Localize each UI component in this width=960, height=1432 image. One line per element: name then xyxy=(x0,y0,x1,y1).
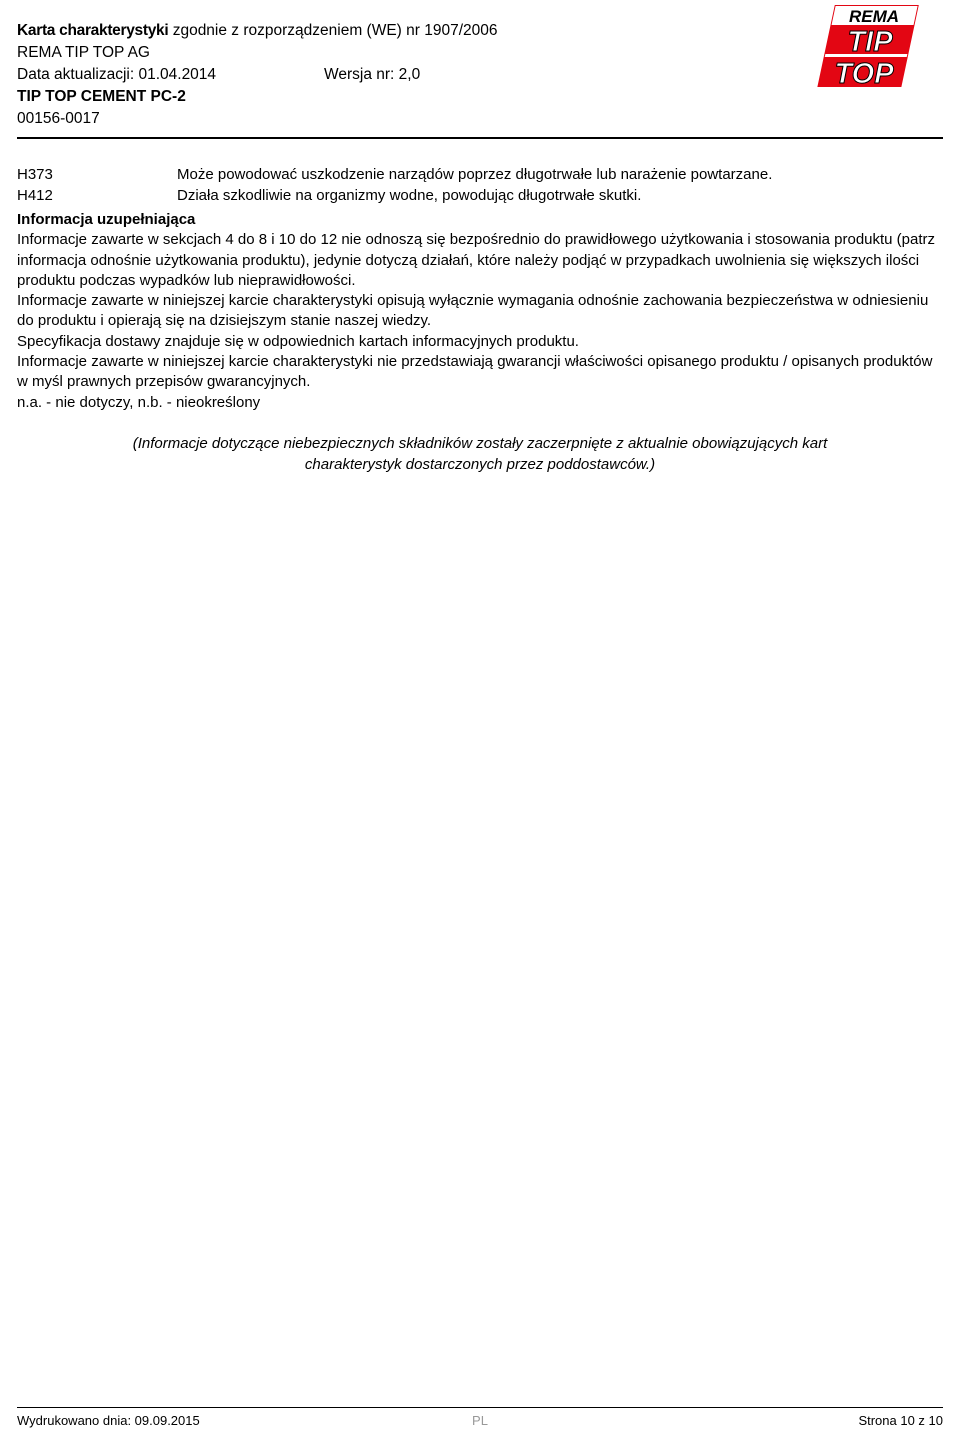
language-code: PL xyxy=(472,1413,488,1428)
section-paragraph: Informacje zawarte w niniejszej karcie charakterystyki opisują wyłącznie wymagania odnośnie zachowania bezpieczeństwa w odniesieniu do produktu i opierają się na dzisiejszym stanie naszej wiedzy. xyxy=(17,292,929,330)
hazard-statements xyxy=(17,164,937,206)
hazard-row xyxy=(17,185,937,206)
print-date: Wydrukowano dnia: 09.09.2015 xyxy=(17,1413,200,1428)
logo-text-top: TOP xyxy=(834,58,894,90)
hazard-code: H412 xyxy=(17,187,53,204)
company-name: REMA TIP TOP AG xyxy=(17,44,150,61)
document-type: Karta charakterystyki xyxy=(17,22,169,39)
hazard-text: Może powodować uszkodzenie narządów poprzez długotrwałe lub narażenie powtarzane. xyxy=(177,166,773,183)
section-title: Informacja uzupełniająca xyxy=(17,211,196,228)
section-paragraph: Informacje zawarte w sekcjach 4 do 8 i 10 do 12 nie odnoszą się bezpośrednio do prawidłowego użytkowania i stosowania produktu (patrz informacja odnośnie użytkowania produktu), jedynie dotyczą działań, które należy podjąć w przypadkach uwolnienia się większych ilości produktu podczas wypadków lub nieprawidłowości. xyxy=(17,231,936,289)
section-paragraph: Specyfikacja dostawy znajduje się w odpowiednich kartach informacyjnych produktu. xyxy=(17,332,579,350)
logo-text-tip: TIP xyxy=(847,26,893,58)
hazard-code: H373 xyxy=(17,166,53,183)
section-paragraph: n.a. - nie dotyczy, n.b. - nieokreślony xyxy=(17,393,261,411)
header-line-title xyxy=(17,20,797,42)
hazard-row xyxy=(17,164,937,185)
page-footer xyxy=(17,1412,943,1430)
page-number: Strona 10 z 10 xyxy=(858,1413,943,1428)
footer-divider xyxy=(17,1407,943,1408)
product-name: TIP TOP CEMENT PC-2 xyxy=(17,88,186,105)
logo-text-rema: REMA xyxy=(848,7,900,26)
header-line-date xyxy=(17,64,797,86)
supplementary-information xyxy=(17,210,937,413)
header-divider xyxy=(17,137,943,139)
rema-tip-top-logo xyxy=(814,4,922,90)
source-note-line: charakterystyk dostarczonych przez poddostawców.) xyxy=(304,455,656,473)
regulation-reference: zgodnie z rozporządzeniem (WE) nr 1907/2006 xyxy=(168,22,498,39)
hazard-text: Działa szkodliwie na organizmy wodne, powodując długotrwałe skutki. xyxy=(177,187,642,204)
document-header xyxy=(17,20,797,130)
source-note-line: (Informacje dotyczące niebezpiecznych składników zostały zaczerpnięte z aktualnie obowiązujących kart xyxy=(132,435,828,452)
update-date: Data aktualizacji: 01.04.2014 xyxy=(17,66,217,83)
source-note xyxy=(0,434,960,475)
product-code: 00156-0017 xyxy=(17,110,100,127)
version-number: Wersja nr: 2,0 xyxy=(324,66,421,83)
section-paragraph: Informacje zawarte w niniejszej karcie charakterystyki nie przedstawiają gwarancji właściwości opisanego produktu / opisanych produktów w myśl prawnych przepisów gwarancyjnych. xyxy=(17,353,933,391)
